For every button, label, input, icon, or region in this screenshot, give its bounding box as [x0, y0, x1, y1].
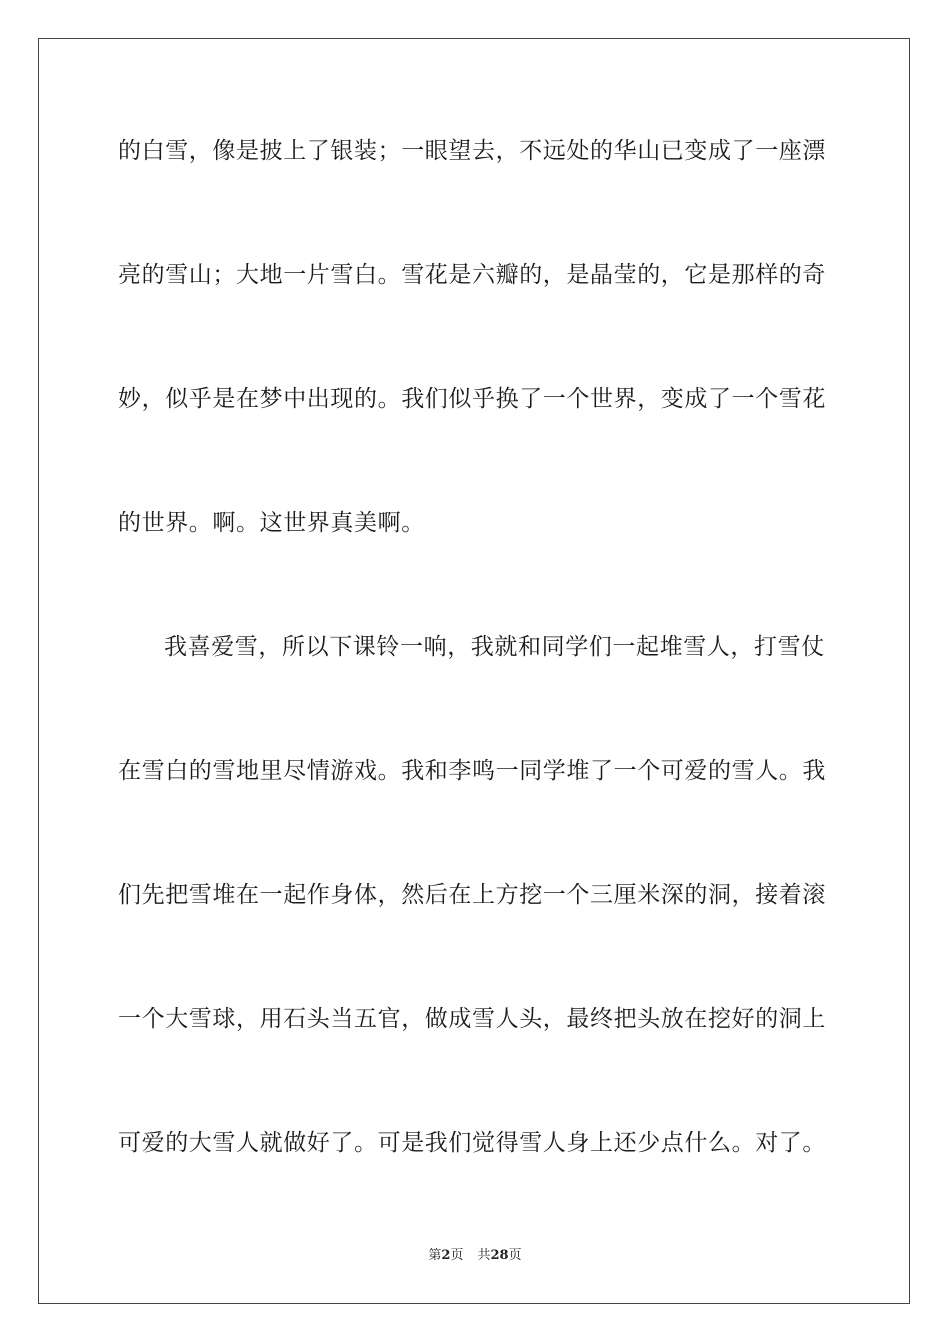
page-footer — [0, 1247, 950, 1265]
paragraph-line: 妙，似乎是在梦中出现的。我们似乎换了一个世界，变成了一个雪花 — [118, 386, 826, 412]
page-suffix: 页 — [450, 1248, 464, 1263]
page-prefix: 第 — [428, 1248, 442, 1263]
paragraph-line: 的白雪，像是披上了银装；一眼望去，不远处的华山已变成了一座漂 — [118, 138, 826, 164]
paragraph-line: 在雪白的雪地里尽情游戏。我和李鸣一同学堆了一个可爱的雪人。我 — [118, 758, 826, 784]
total-prefix: 共 — [477, 1248, 491, 1263]
paragraph-line: 的世界。啊。这世界真美啊。 — [118, 510, 425, 536]
paragraph-line: 一个大雪球，用石头当五官，做成雪人头，最终把头放在挖好的洞上 — [118, 1006, 826, 1032]
paragraph-line: 可爱的大雪人就做好了。可是我们觉得雪人身上还少点什么。对了。 — [118, 1130, 826, 1156]
page-number: 2 — [441, 1248, 451, 1263]
paragraph-line: 们先把雪堆在一起作身体，然后在上方挖一个三厘米深的洞，接着滚 — [118, 882, 826, 908]
paragraph-line: 我喜爱雪，所以下课铃一响，我就和同学们一起堆雪人，打雪仗 — [164, 634, 825, 660]
total-suffix: 页 — [508, 1248, 522, 1263]
paragraph-line: 亮的雪山；大地一片雪白。雪花是六瓣的，是晶莹的，它是那样的奇 — [118, 262, 826, 288]
page-border — [38, 38, 910, 1304]
total-pages: 28 — [490, 1248, 509, 1263]
